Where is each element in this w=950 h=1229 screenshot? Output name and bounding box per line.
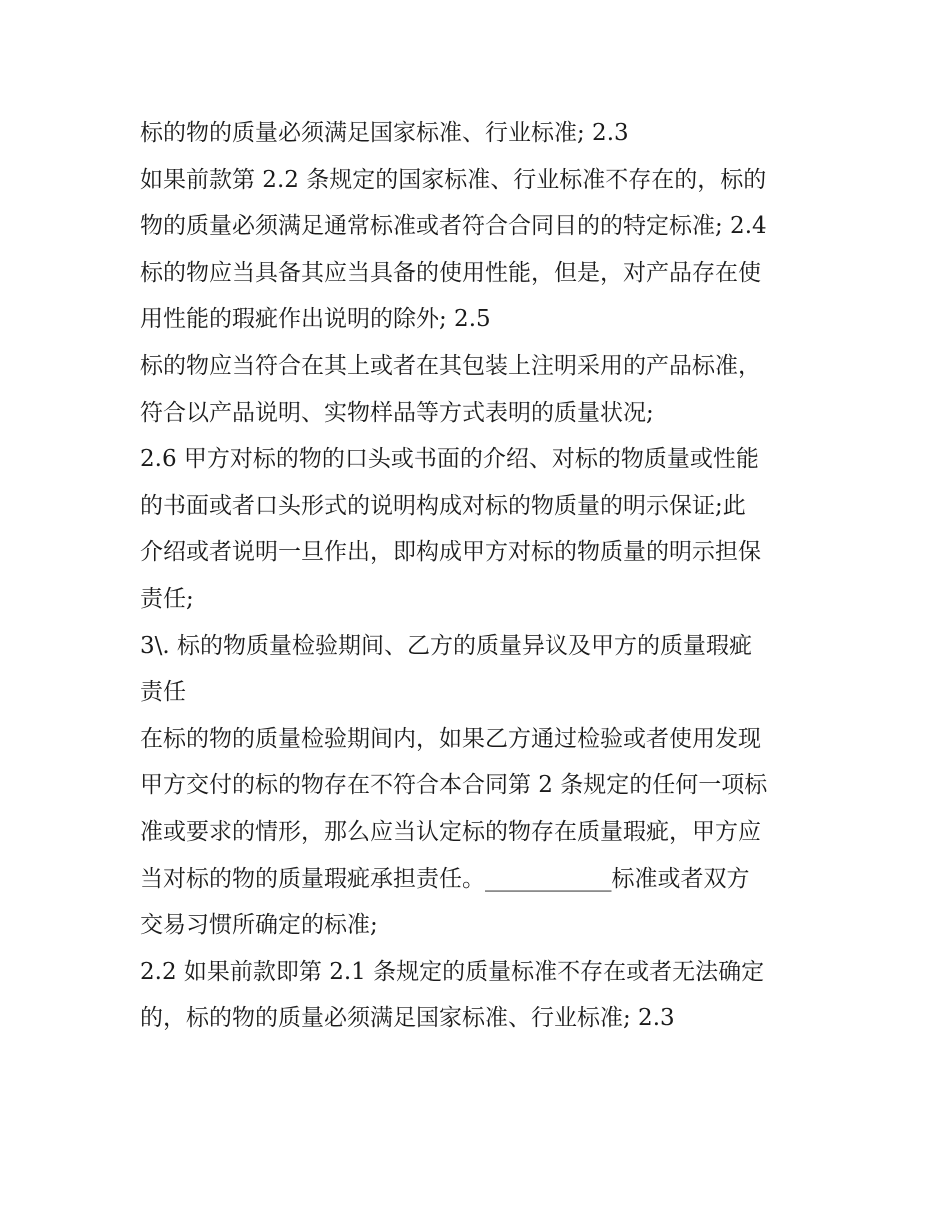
text-line-1: 标的物的质量必须满足国家标准、行业标准; 2.3: [140, 120, 629, 146]
text-line-15: 甲方交付的标的物存在不符合本合同第 2 条规定的任何一项标: [140, 772, 768, 799]
text-line-19: 2.2 如果前款即第 2.1 条规定的质量标准不存在或者无法确定: [140, 958, 765, 985]
document-body: [140, 110, 820, 1042]
text-line-11: 责任;: [140, 585, 194, 612]
text-line-14: 在标的物的质量检验期间内，如果乙方通过检验或者使用发现: [140, 725, 761, 752]
text-line-8: 2.6 甲方对标的物的口头或书面的介绍、对标的物质量或性能: [140, 446, 759, 473]
text-line-7: 符合以产品说明、实物样品等方式表明的质量状况;: [140, 399, 654, 426]
text-line-12: 3\. 标的物质量检验期间、乙方的质量异议及甲方的质量瑕疵: [140, 632, 753, 659]
text-line-17: 当对标的物的质量瑕疵承担责任。___________标准或者双方: [140, 865, 750, 892]
text-line-3: 物的质量必须满足通常标准或者符合合同目的的特定标准; 2.4: [140, 213, 767, 240]
text-line-13: 责任: [140, 679, 186, 706]
text-line-18: 交易习惯所确定的标准;: [140, 912, 378, 939]
text-line-6: 标的物应当符合在其上或者在其包装上注明采用的产品标准，: [140, 352, 761, 379]
text-line-5: 用性能的瑕疵作出说明的除外; 2.5: [140, 306, 491, 333]
text-line-20: 的，标的物的质量必须满足国家标准、行业标准; 2.3: [140, 1005, 675, 1032]
text-line-4: 标的物应当具备其应当具备的使用性能，但是，对产品存在使: [140, 259, 761, 286]
text-line-10: 介绍或者说明一旦作出，即构成甲方对标的物质量的明示担保: [140, 539, 761, 566]
text-line-16: 准或要求的情形，那么应当认定标的物存在质量瑕疵，甲方应: [140, 818, 761, 845]
text-line-9: 的书面或者口头形式的说明构成对标的物质量的明示保证;此: [140, 492, 746, 519]
text-line-2: 如果前款第 2.2 条规定的国家标准、行业标准不存在的，标的: [140, 166, 767, 193]
